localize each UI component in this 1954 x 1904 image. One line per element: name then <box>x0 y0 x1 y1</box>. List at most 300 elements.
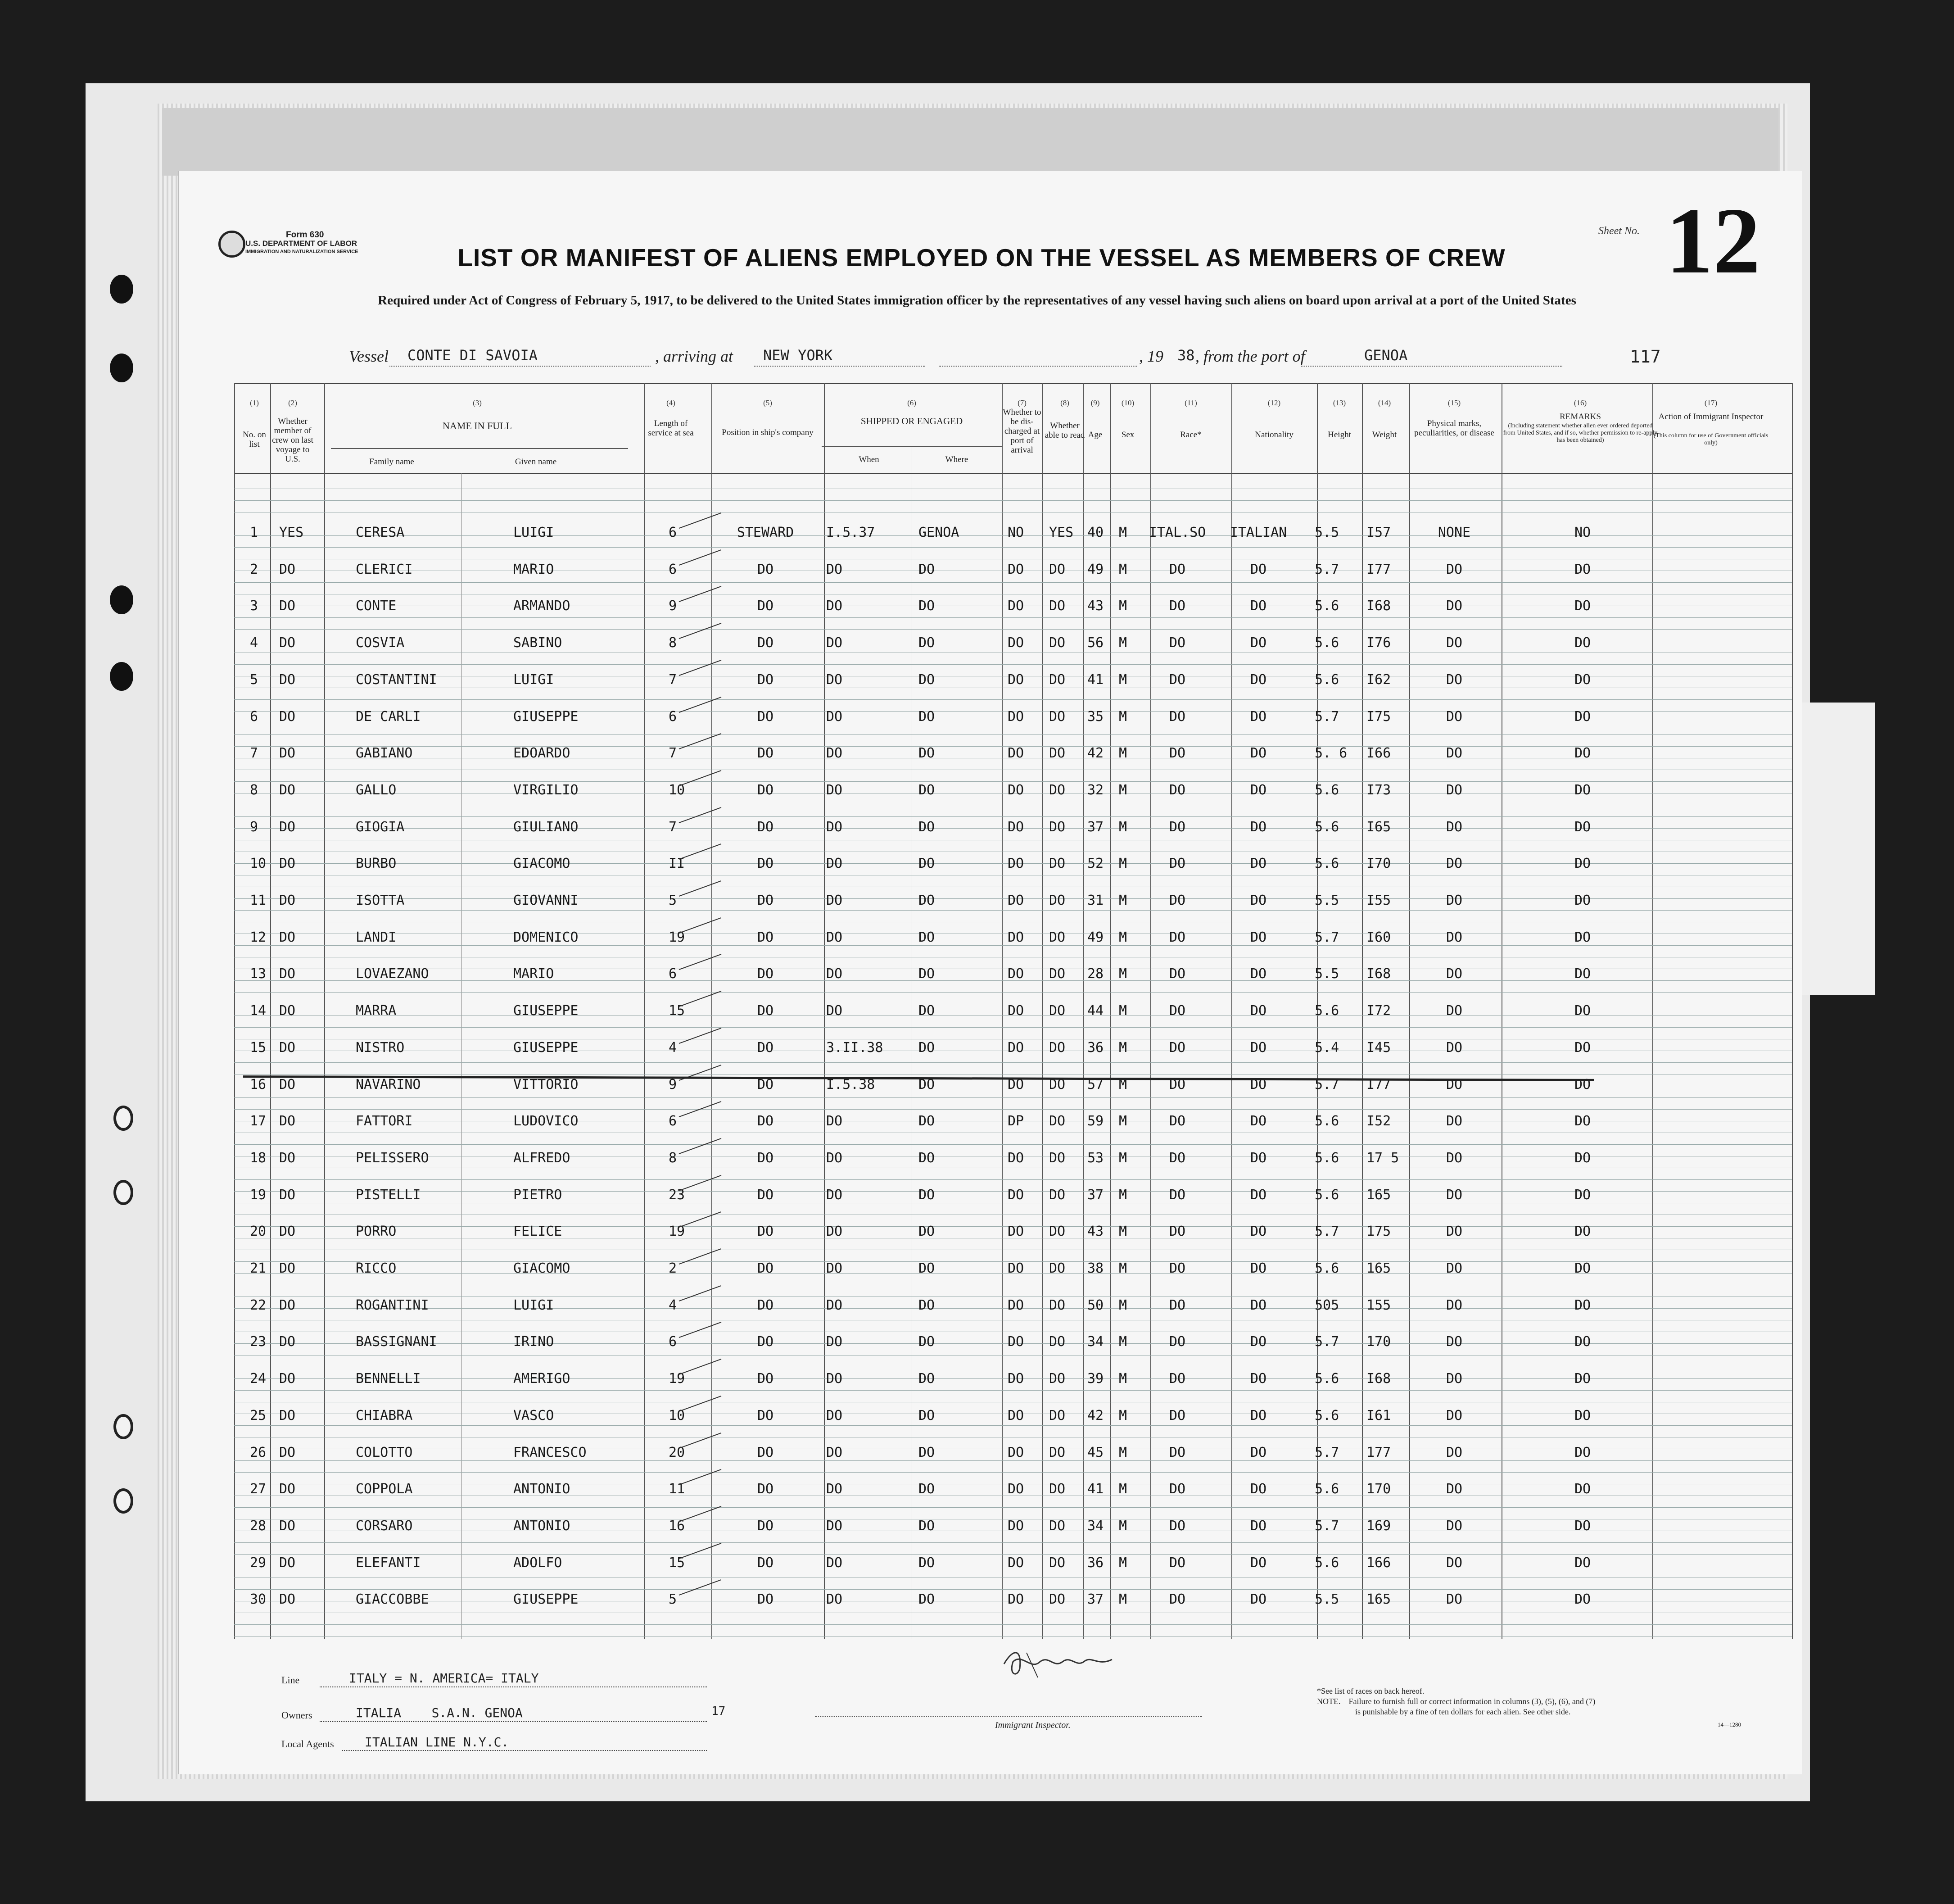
cell-last-voyage: DO <box>279 1371 296 1387</box>
cell-race: DO <box>1169 1039 1186 1056</box>
cell-nationality: DO <box>1250 929 1267 945</box>
margin-mark: 17 <box>711 1705 726 1718</box>
cell-sex: M <box>1119 561 1127 577</box>
cell-last-voyage: DO <box>279 598 296 614</box>
cell-row-number: 14 <box>250 1003 267 1019</box>
cell-age: 41 <box>1087 1481 1104 1497</box>
col-header-inspector-note: (This column for use of Government officials only) <box>1653 432 1769 446</box>
cell-physical-marks: DO <box>1446 1518 1463 1534</box>
cell-position: DO <box>757 1039 774 1056</box>
cell-given-name: GIUSEPPE <box>513 1591 579 1608</box>
cell-nationality: DO <box>1250 1187 1267 1203</box>
cell-position: DO <box>757 671 774 688</box>
cell-remarks: DO <box>1574 1113 1591 1129</box>
cell-age: 37 <box>1087 819 1104 835</box>
cell-age: 57 <box>1087 1076 1104 1093</box>
cell-position: DO <box>757 745 774 762</box>
inspector-label: Immigrant Inspector. <box>995 1720 1071 1730</box>
cell-given-name: DOMENICO <box>513 929 579 945</box>
cell-given-name: GIACOMO <box>513 856 570 872</box>
cell-shipped-when: DO <box>826 1371 843 1387</box>
cell-able-to-read: DO <box>1049 561 1066 577</box>
cell-last-voyage: DO <box>279 1444 296 1460</box>
table-top-rule <box>234 383 1792 384</box>
cell-race: DO <box>1169 1518 1186 1534</box>
cell-weight: 165 <box>1366 1260 1391 1276</box>
cell-position: DO <box>757 1334 774 1350</box>
cell-physical-marks: DO <box>1446 1003 1463 1019</box>
cell-able-to-read: DO <box>1049 1076 1066 1093</box>
col-num-17: (17) <box>1704 399 1718 407</box>
cell-position: DO <box>757 1003 774 1019</box>
ruled-line <box>234 1589 1792 1590</box>
cell-age: 50 <box>1087 1297 1104 1313</box>
punch-hole <box>113 1488 133 1514</box>
cell-discharged: DO <box>1008 598 1024 614</box>
cell-able-to-read: DO <box>1049 1187 1066 1203</box>
cell-height: 5.6 <box>1315 635 1339 651</box>
cell-family-name: COSTANTINI <box>356 671 437 688</box>
cell-height: 5.7 <box>1315 1518 1339 1534</box>
cell-family-name: MARRA <box>356 1003 397 1019</box>
cell-race: DO <box>1169 1003 1186 1019</box>
cell-given-name: GIUSEPPE <box>513 708 579 725</box>
cell-age: 37 <box>1087 1187 1104 1203</box>
col-num-14: (14) <box>1378 399 1391 407</box>
cell-height: 5.6 <box>1315 1150 1339 1166</box>
cell-given-name: FRANCESCO <box>513 1444 587 1460</box>
cell-last-voyage: DO <box>279 708 296 725</box>
cell-family-name: COPPOLA <box>356 1481 413 1497</box>
ruled-line <box>234 1425 1792 1426</box>
cell-shipped-where: DO <box>918 1260 935 1276</box>
agents-value: ITALIAN LINE N.Y.C. <box>365 1735 509 1750</box>
cell-service-length: 15 <box>669 1555 685 1571</box>
cell-remarks: DO <box>1574 1555 1591 1571</box>
cell-age: 31 <box>1087 893 1104 908</box>
owners-label: Owners <box>281 1709 312 1721</box>
cell-row-number: 30 <box>250 1591 267 1608</box>
cell-able-to-read: DO <box>1049 1150 1066 1166</box>
cell-physical-marks: DO <box>1446 708 1463 725</box>
cell-height: 5.4 <box>1315 1039 1339 1056</box>
column-rule <box>1110 383 1111 1639</box>
cell-remarks: DO <box>1574 1150 1591 1166</box>
cell-remarks: DO <box>1574 1481 1591 1497</box>
col-header-discharged: Whether to be dis-charged at port of arrival <box>1003 408 1041 455</box>
cell-service-length: 7 <box>669 745 677 762</box>
col-num-7: (7) <box>1018 399 1027 407</box>
cell-weight: I55 <box>1366 893 1391 908</box>
cell-age: 49 <box>1087 561 1104 577</box>
cell-row-number: 3 <box>250 598 258 614</box>
cell-remarks: DO <box>1574 1371 1591 1387</box>
cell-shipped-where: DO <box>918 1518 935 1534</box>
cell-last-voyage: DO <box>279 1003 296 1019</box>
cell-given-name: AMERIGO <box>513 1371 570 1387</box>
inspector-underline <box>815 1716 1202 1717</box>
cell-weight: 169 <box>1366 1518 1391 1534</box>
cell-weight: I68 <box>1366 598 1391 614</box>
cell-family-name: RICCO <box>356 1260 397 1276</box>
punch-hole <box>110 275 133 304</box>
cell-sex: M <box>1119 671 1127 688</box>
cell-service-length: 19 <box>669 929 685 945</box>
line-label: Line <box>281 1674 300 1686</box>
cell-family-name: GALLO <box>356 782 397 798</box>
cell-service-length: 7 <box>669 819 677 835</box>
cell-weight: I65 <box>1366 819 1391 835</box>
cell-given-name: ANTONIO <box>513 1518 570 1534</box>
cell-last-voyage: DO <box>279 1518 296 1534</box>
cell-row-number: 10 <box>250 856 267 872</box>
cell-service-length: 10 <box>669 1407 685 1423</box>
cell-shipped-where: DO <box>918 671 935 688</box>
cell-physical-marks: DO <box>1446 1150 1463 1166</box>
cell-height: 5.5 <box>1315 966 1339 982</box>
cell-shipped-when: DO <box>826 819 843 835</box>
form-number: Form 630 <box>286 230 324 240</box>
col-header-last-voyage: Whether member of crew on last voyage to U.S. <box>272 417 313 464</box>
cell-row-number: 28 <box>250 1518 267 1534</box>
cell-last-voyage: DO <box>279 1260 296 1276</box>
cell-shipped-when: DO <box>826 1407 843 1423</box>
cell-age: 45 <box>1087 1444 1104 1460</box>
cell-able-to-read: DO <box>1049 893 1066 908</box>
cell-nationality: DO <box>1250 598 1267 614</box>
cell-weight: I75 <box>1366 708 1391 725</box>
cell-family-name: BENNELLI <box>356 1371 421 1387</box>
cell-given-name: PIETRO <box>513 1187 562 1203</box>
cell-height: 5.7 <box>1315 1076 1339 1093</box>
cell-physical-marks: DO <box>1446 1187 1463 1203</box>
cell-physical-marks: DO <box>1446 1260 1463 1276</box>
col-header-where: Where <box>945 455 968 464</box>
cell-service-length: 8 <box>669 1150 677 1166</box>
cell-height: 5.7 <box>1315 708 1339 725</box>
cell-weight: I70 <box>1366 856 1391 872</box>
cell-weight: I45 <box>1366 1039 1391 1056</box>
cell-discharged: DO <box>1008 708 1024 725</box>
cell-age: 36 <box>1087 1555 1104 1571</box>
cell-remarks: DO <box>1574 635 1591 651</box>
cell-row-number: 8 <box>250 782 258 798</box>
cell-race: DO <box>1169 745 1186 762</box>
cell-age: 37 <box>1087 1591 1104 1608</box>
cell-discharged: DO <box>1008 856 1024 872</box>
cell-row-number: 18 <box>250 1150 267 1166</box>
cell-nationality: DO <box>1250 1334 1267 1350</box>
cell-last-voyage: YES <box>279 525 304 540</box>
page-title: LIST OR MANIFEST OF ALIENS EMPLOYED ON THE VESSEL AS MEMBERS OF CREW <box>457 244 1506 272</box>
cell-row-number: 4 <box>250 635 258 651</box>
cell-service-length: 6 <box>669 525 677 540</box>
punch-hole <box>110 585 133 614</box>
cell-weight: 165 <box>1366 1187 1391 1203</box>
cell-nationality: DO <box>1250 1039 1267 1056</box>
cell-sex: M <box>1119 1224 1127 1240</box>
cell-position: STEWARD <box>737 525 794 540</box>
cell-last-voyage: DO <box>279 1555 296 1571</box>
cell-remarks: DO <box>1574 1076 1591 1093</box>
cell-age: 28 <box>1087 966 1104 982</box>
cell-shipped-where: DO <box>918 1371 935 1387</box>
ruled-line <box>234 1636 1792 1637</box>
cell-last-voyage: DO <box>279 856 296 872</box>
col-num-3: (3) <box>473 399 482 407</box>
cell-sex: M <box>1119 1039 1127 1056</box>
cell-height: 5.6 <box>1315 1371 1339 1387</box>
cell-height: 5.5 <box>1315 893 1339 908</box>
cell-sex: M <box>1119 1113 1127 1129</box>
page-subtitle: Required under Act of Congress of February 5, 1917, to be delivered to the United States immigration officer by the representatives of any vessel having such aliens on board upon arrival at a port of the United States <box>378 293 1576 308</box>
cell-weight: I72 <box>1366 1003 1391 1019</box>
cell-position: DO <box>757 598 774 614</box>
cell-service-length: 10 <box>669 782 685 798</box>
cell-service-length: 5 <box>669 1591 677 1608</box>
col-header-remarks-note: (Including statement whether alien ever ordered deported from United States, and if so, whether permission to re-apply has been obtained) <box>1503 422 1658 444</box>
ruled-line <box>234 734 1792 735</box>
cell-given-name: ALFREDO <box>513 1150 570 1166</box>
cell-given-name: LUDOVICO <box>513 1113 579 1129</box>
cell-race: DO <box>1169 635 1186 651</box>
ruled-line <box>234 781 1792 782</box>
cell-nationality: DO <box>1250 1555 1267 1571</box>
cell-given-name: LUIGI <box>513 671 554 688</box>
ruled-line <box>234 699 1792 700</box>
cell-row-number: 24 <box>250 1371 267 1387</box>
cell-last-voyage: DO <box>279 1039 296 1056</box>
col-header-when: When <box>859 455 879 464</box>
cell-nationality: DO <box>1250 1518 1267 1534</box>
cell-sex: M <box>1119 1150 1127 1166</box>
cell-family-name: NISTRO <box>356 1039 405 1056</box>
cell-shipped-when: DO <box>826 782 843 798</box>
cell-weight: 175 <box>1366 1224 1391 1240</box>
ruled-line <box>234 945 1792 946</box>
cell-family-name: ROGANTINI <box>356 1297 429 1313</box>
cell-physical-marks: DO <box>1446 856 1463 872</box>
cell-row-number: 15 <box>250 1039 267 1056</box>
col-num-16: (16) <box>1574 399 1587 407</box>
cell-age: 43 <box>1087 598 1104 614</box>
cell-last-voyage: DO <box>279 1334 296 1350</box>
cell-last-voyage: DO <box>279 745 296 762</box>
cell-remarks: DO <box>1574 745 1591 762</box>
cell-position: DO <box>757 1076 774 1093</box>
cell-sex: M <box>1119 598 1127 614</box>
cell-race: DO <box>1169 1076 1186 1093</box>
col-num-5: (5) <box>763 399 772 407</box>
cell-position: DO <box>757 1113 774 1129</box>
cell-able-to-read: DO <box>1049 1039 1066 1056</box>
cell-sex: M <box>1119 1076 1127 1093</box>
cell-remarks: DO <box>1574 929 1591 945</box>
cell-remarks: DO <box>1574 1444 1591 1460</box>
col-header-age: Age <box>1088 430 1103 440</box>
cell-shipped-where: DO <box>918 819 935 835</box>
cell-height: 5.6 <box>1315 598 1339 614</box>
col-num-4: (4) <box>666 399 675 407</box>
cell-family-name: GIOGIA <box>356 819 405 835</box>
cell-service-length: 6 <box>669 561 677 577</box>
cell-shipped-when: DO <box>826 745 843 762</box>
punch-hole <box>110 662 133 691</box>
cell-row-number: 1 <box>250 525 258 540</box>
cell-discharged: DO <box>1008 1003 1024 1019</box>
cell-given-name: GIOVANNI <box>513 893 579 908</box>
arriving-underline <box>754 366 925 367</box>
cell-sex: M <box>1119 966 1127 982</box>
cell-nationality: DO <box>1250 1591 1267 1608</box>
cell-shipped-when: DO <box>826 635 843 651</box>
cell-nationality: DO <box>1250 1260 1267 1276</box>
cell-family-name: BURBO <box>356 856 397 872</box>
cell-height: 5.7 <box>1315 561 1339 577</box>
column-rule <box>324 383 325 1639</box>
cell-sex: M <box>1119 1481 1127 1497</box>
cell-row-number: 27 <box>250 1481 267 1497</box>
cell-last-voyage: DO <box>279 1407 296 1423</box>
col-header-name: NAME IN FULL <box>443 420 512 431</box>
cell-family-name: PELISSERO <box>356 1150 429 1166</box>
cell-physical-marks: DO <box>1446 1334 1463 1350</box>
cell-shipped-when: DO <box>826 561 843 577</box>
cell-discharged: DP <box>1008 1113 1024 1129</box>
cell-physical-marks: DO <box>1446 561 1463 577</box>
cell-service-length: 7 <box>669 671 677 688</box>
cell-shipped-where: DO <box>918 1297 935 1313</box>
cell-shipped-where: DO <box>918 1113 935 1129</box>
ruled-line <box>234 1027 1792 1028</box>
cell-race: DO <box>1169 1150 1186 1166</box>
cell-able-to-read: DO <box>1049 1444 1066 1460</box>
cell-discharged: DO <box>1008 1371 1024 1387</box>
cell-race: DO <box>1169 819 1186 835</box>
cell-shipped-when: DO <box>826 966 843 982</box>
races-note: *See list of races on back hereof. <box>1317 1686 1425 1695</box>
cell-discharged: DO <box>1008 1555 1024 1571</box>
cell-family-name: CORSARO <box>356 1518 413 1534</box>
cell-sex: M <box>1119 1187 1127 1203</box>
cell-weight: 17 5 <box>1366 1150 1399 1166</box>
cell-shipped-when: DO <box>826 598 843 614</box>
penalty-note: NOTE.—Failure to furnish full or correct information in columns (3), (5), (6), and (7) <box>1317 1697 1596 1706</box>
cell-shipped-where: DO <box>918 1150 935 1166</box>
cell-able-to-read: DO <box>1049 635 1066 651</box>
cell-discharged: DO <box>1008 1187 1024 1203</box>
cell-discharged: DO <box>1008 1224 1024 1240</box>
cell-physical-marks: DO <box>1446 671 1463 688</box>
cell-able-to-read: DO <box>1049 745 1066 762</box>
cell-weight: I60 <box>1366 929 1391 945</box>
punch-hole <box>113 1414 133 1439</box>
agents-underline <box>342 1750 707 1751</box>
cell-discharged: DO <box>1008 1260 1024 1276</box>
cell-given-name: LUIGI <box>513 1297 554 1313</box>
cell-race: DO <box>1169 1481 1186 1497</box>
cell-shipped-where: DO <box>918 893 935 908</box>
cell-service-length: 15 <box>669 1003 685 1019</box>
cell-height: 5.7 <box>1315 929 1339 945</box>
cell-weight: I73 <box>1366 782 1391 798</box>
cell-family-name: NAVARINO <box>356 1076 421 1093</box>
cell-last-voyage: DO <box>279 782 296 798</box>
cell-row-number: 2 <box>250 561 258 577</box>
cell-service-length: 6 <box>669 1113 677 1129</box>
cell-remarks: DO <box>1574 671 1591 688</box>
cell-shipped-when: DO <box>826 1297 843 1313</box>
cell-shipped-where: DO <box>918 1481 935 1497</box>
cell-remarks: DO <box>1574 1297 1591 1313</box>
cell-shipped-where: DO <box>918 1444 935 1460</box>
cell-physical-marks: DO <box>1446 893 1463 908</box>
cell-race: DO <box>1169 1334 1186 1350</box>
cell-shipped-when: I.5.38 <box>826 1076 875 1093</box>
service-name: IMMIGRATION AND NATURALIZATION SERVICE <box>245 249 358 254</box>
cell-row-number: 26 <box>250 1444 267 1460</box>
cell-sex: M <box>1119 1297 1127 1313</box>
cell-nationality: DO <box>1250 1113 1267 1129</box>
cell-given-name: VITTORIO <box>513 1076 579 1093</box>
cell-age: 34 <box>1087 1518 1104 1534</box>
cell-sex: M <box>1119 782 1127 798</box>
cell-able-to-read: DO <box>1049 1518 1066 1534</box>
cell-physical-marks: DO <box>1446 819 1463 835</box>
cell-physical-marks: DO <box>1446 966 1463 982</box>
cell-race: DO <box>1169 856 1186 872</box>
cell-weight: I77 <box>1366 561 1391 577</box>
cell-service-length: 19 <box>669 1224 685 1240</box>
cell-age: 41 <box>1087 671 1104 688</box>
cell-given-name: IRINO <box>513 1334 554 1350</box>
cell-race: DO <box>1169 1407 1186 1423</box>
cell-nationality: DO <box>1250 671 1267 688</box>
cell-physical-marks: DO <box>1446 598 1463 614</box>
cell-last-voyage: DO <box>279 1113 296 1129</box>
cell-family-name: DE CARLI <box>356 708 421 725</box>
cell-race: DO <box>1169 708 1186 725</box>
cell-position: DO <box>757 708 774 725</box>
cell-shipped-where: DO <box>918 966 935 982</box>
cell-shipped-where: DO <box>918 561 935 577</box>
cell-able-to-read: YES <box>1049 525 1074 540</box>
cell-age: 44 <box>1087 1003 1104 1019</box>
cell-shipped-where: DO <box>918 1003 935 1019</box>
cell-discharged: NO <box>1008 525 1024 540</box>
cell-race: DO <box>1169 782 1186 798</box>
cell-sex: M <box>1119 1334 1127 1350</box>
line-value: ITALY = N. AMERICA= ITALY <box>349 1671 539 1686</box>
ruled-line <box>234 617 1792 618</box>
cell-row-number: 25 <box>250 1407 267 1423</box>
cell-remarks: DO <box>1574 1407 1591 1423</box>
cell-nationality: DO <box>1250 1444 1267 1460</box>
cell-service-length: 16 <box>669 1518 685 1534</box>
cell-family-name: CERESA <box>356 525 405 540</box>
cell-shipped-where: DO <box>918 1224 935 1240</box>
ruled-line <box>234 629 1792 630</box>
col-num-10: (10) <box>1121 399 1135 407</box>
cell-sex: M <box>1119 1260 1127 1276</box>
cell-shipped-when: DO <box>826 1591 843 1608</box>
cell-race: DO <box>1169 893 1186 908</box>
cell-last-voyage: DO <box>279 893 296 908</box>
ruled-line <box>234 1062 1792 1063</box>
date-underline <box>939 366 1137 367</box>
cell-position: DO <box>757 1481 774 1497</box>
cell-race: DO <box>1169 1224 1186 1240</box>
